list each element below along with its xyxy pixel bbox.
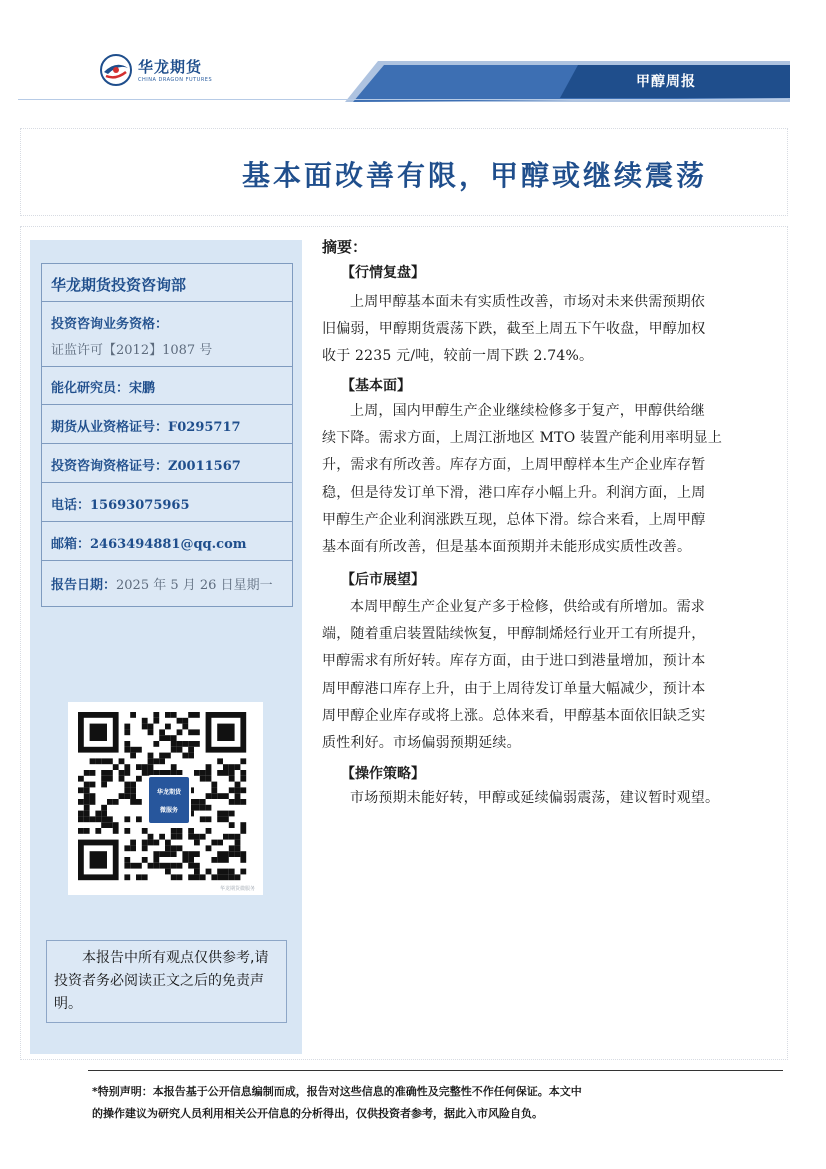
paragraph-line: 周甲醇企业库存或将上涨。总体来看，甲醇基本面依旧缺乏实: [322, 707, 706, 724]
phone-row: [42, 483, 292, 522]
section-heading: 【后市展望】: [341, 572, 425, 588]
dept-row: [42, 264, 292, 302]
paragraph-line: 上周，国内甲醇生产企业继续检修多于复产，甲醇供给继: [350, 403, 705, 419]
footer-divider: [88, 1070, 783, 1071]
section-paragraph: [322, 289, 784, 371]
qualification-row: [42, 302, 292, 367]
paragraph-line: 基本面有所改善，但是基本面预期并未能形成实质性改善。: [322, 539, 692, 556]
date-label: 报告日期：: [51, 578, 117, 593]
researcher-row: [42, 367, 292, 405]
report-type-label: 甲醇周报: [636, 74, 696, 90]
abstract-heading: 摘要：: [322, 238, 368, 256]
paragraph-line: 周甲醇港口库存上升，由于上周待发订单量大幅减少，预计本: [322, 680, 706, 697]
header-divider: [18, 99, 788, 100]
paragraph-line: 甲醇需求有所好转。库存方面，由于进口到港量增加，预计本: [322, 653, 706, 670]
paragraph-line: 收于 2235 元/吨，较前一周下跌 2.74%。: [322, 348, 594, 365]
company-english-name: CHINA DRAGON FUTURES: [138, 77, 213, 83]
section-heading: 【行情复盘】: [341, 265, 425, 281]
date-row: [42, 561, 292, 606]
report-title: 基本面改善有限，甲醇或继续震荡: [242, 159, 708, 192]
phone: 电话：15693075965: [51, 498, 190, 513]
email: 邮箱：2463494881@qq.com: [51, 537, 247, 552]
section-paragraph: [322, 594, 784, 757]
qr-logo-line1: 华龙期货: [156, 789, 181, 796]
paragraph-line: 本周甲醇生产企业复产多于检修，供给或有所增加。需求: [350, 599, 705, 615]
paragraph-line: 甲醇生产企业利润涨跌互现，总体下滑。综合来看，上周甲醇: [322, 511, 706, 528]
paragraph-line: 稳，但是待发订单下滑，港口库存小幅上升。利润方面，上周: [322, 484, 706, 501]
consult-cert: 投资咨询资格证号：Z0011567: [51, 459, 241, 474]
futures-cert: 期货从业资格证号：F0295717: [51, 420, 241, 435]
paragraph-line: 升，需求有所改善。库存方面，上周甲醇样本生产企业库存暂: [322, 457, 706, 474]
date-value: 2025 年 5 月 26 日星期一: [116, 578, 273, 593]
disclaimer-box: [46, 940, 287, 1023]
paragraph-line: 上周甲醇基本面未有实质性改善，市场对未来供需预期依: [350, 294, 705, 310]
analyst-info-box: [41, 263, 293, 607]
paragraph-line: 旧偏弱，甲醇期货震荡下跌，截至上周五下午收盘，甲醇加权: [322, 321, 706, 338]
footer-line-1: *特别声明：本报告基于公开信息编制而成，报告对这些信息的准确性及完整性不作任何保证。本文中: [92, 1085, 582, 1098]
qualification-value: 证监许可【2012】1087 号: [51, 343, 213, 358]
qr-caption: 华龙期货微服务: [219, 886, 255, 892]
footer-line-2: 的操作建议为研究人员利用相关公开信息的分析得出，仅供投资者参考，据此入市风险自负。: [92, 1107, 543, 1120]
footer-disclaimer: [92, 1081, 762, 1125]
qualification-label: 投资咨询业务资格：: [51, 317, 169, 332]
paragraph-line: 质性利好。市场偏弱预期延续。: [322, 735, 521, 752]
qr-center-logo: [147, 775, 191, 825]
disclaimer-text: 本报告中所有观点仅供参考,请投资者务必阅读正文之后的免责声明。: [54, 950, 269, 1012]
futures-cert-row: [42, 405, 292, 444]
section-paragraph: [322, 785, 784, 812]
section-heading: 【操作策略】: [341, 766, 425, 782]
header-banner: [0, 58, 826, 102]
consult-cert-row: [42, 444, 292, 483]
qr-logo-line2: 微服务: [159, 807, 178, 814]
report-date: [51, 574, 273, 593]
section-paragraph: [322, 398, 784, 561]
paragraph-line: 续下降。需求方面，上周江浙地区 MTO 装置产能利用率明显上: [322, 430, 723, 447]
qr-code[interactable]: [68, 702, 263, 895]
company-name: 华龙期货: [138, 58, 203, 76]
researcher-name: 能化研究员：宋鹏: [51, 381, 156, 396]
dept-name: 华龙期货投资咨询部: [51, 276, 187, 294]
paragraph-line: 市场预期未能好转，甲醇或延续偏弱震荡，建议暂时观望。: [350, 790, 720, 806]
section-heading: 【基本面】: [341, 378, 411, 394]
email-row: [42, 522, 292, 561]
paragraph-line: 端，随着重启装置陆续恢复，甲醇制烯烃行业开工有所提升，: [322, 626, 706, 643]
